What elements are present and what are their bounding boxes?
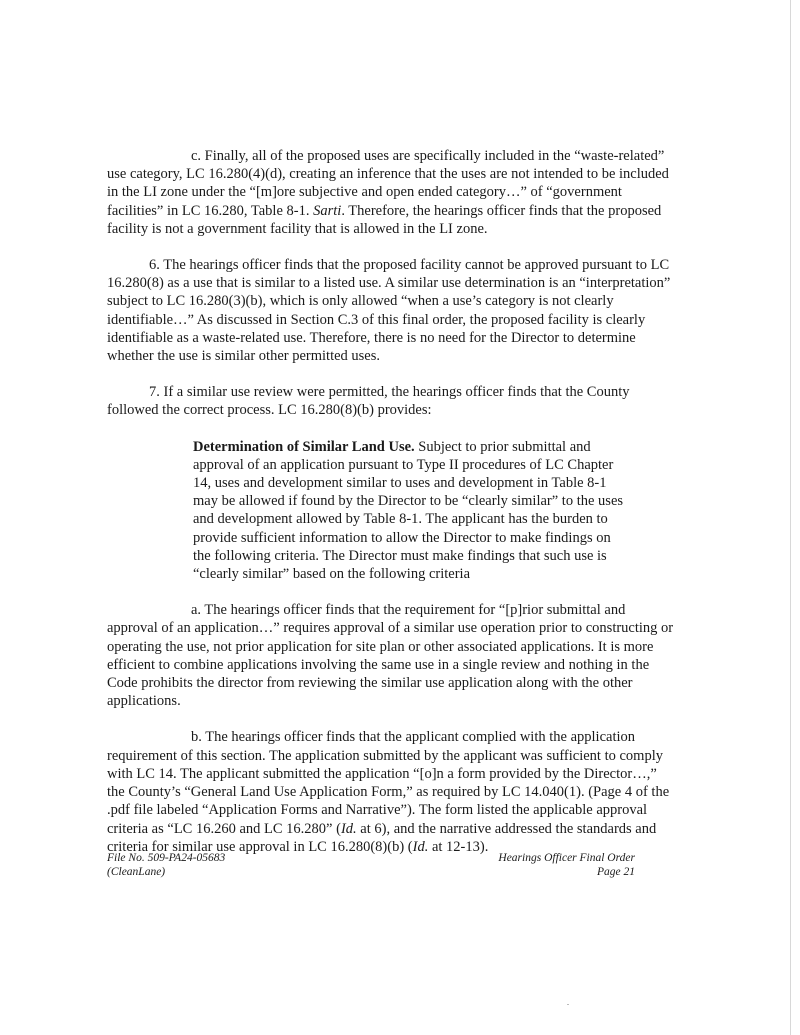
citation-id-1: Id. [340, 820, 357, 837]
footer-applicant: (CleanLane) [107, 866, 166, 878]
paragraph-b [107, 728, 675, 855]
paragraph-c-text-1: c. Finally, all of the proposed uses are specifically included in the “waste-related” use category, LC 16.280(4)(d), creating an inference that the uses are not intended to be included in the LI zone under the “[m]ore subjective and open ended category…” of “government facilities” in LC 16.280, Table 8-1. [107, 148, 669, 219]
block-quote-lc-16-280 [107, 438, 675, 584]
scan-edge-line [790, 0, 791, 1035]
paragraph-a: a. The hearings officer finds that the requirement for “[p]rior submittal and approval of an application…” requires approval of a similar use operation prior to constructing or operating the use, not prior application for site plan or other associated applications. It is more efficient to combine applications involving the same use in a single review and nothing in the Code prohibits the director from reviewing the similar use application along with the other applications. [107, 602, 674, 710]
scan-artifact [567, 1004, 569, 1005]
paragraph-6: 6. The hearings officer finds that the proposed facility cannot be approved pursuant to LC 16.280(8) as a use that is similar to a listed use. A similar use determination is an “interpretation” subject to LC 16.280(3)(b), which is only allowed “when a use’s category is not clearly identifiable…” As discussed in Section C.3 of this final order, the proposed facility is clearly identifiable as a waste-related use. Therefore, there is no need for the Director to determine whether the use is similar other permitted uses. [107, 257, 671, 365]
block-quote-heading: Determination of Similar Land Use. [193, 438, 415, 455]
block-quote-body: Subject to prior submittal and approval of an application pursuant to Type II procedures of LC Chapter 14, uses and development similar to uses and development in Table 8-1 may be allowed if found by the Director to be “clearly similar” to the uses and development allowed by Table 8-1. The applicant has the burden to provide sufficient information to allow the Director to make findings on the following criteria. The Director must make findings that such use is “clearly similar” based on the following criteria [193, 438, 624, 583]
footer-document-title: Hearings Officer Final Order [498, 852, 635, 864]
footer-file-number: File No. 509-PA24-05683 [107, 852, 226, 864]
paragraph-b-text-2: at 6), and the narrative addressed the standards and criteria for similar use approval in LC 16.280(8)(b) ( [107, 820, 657, 855]
document-body [107, 147, 675, 874]
paragraph-c [107, 147, 675, 238]
footer-file-info [107, 851, 225, 879]
case-citation-sarti: Sarti [313, 202, 342, 219]
citation-id-2: Id. [412, 838, 429, 855]
footer-page-number: Page 21 [596, 866, 635, 878]
paragraph-7: 7. If a similar use review were permitted, the hearings officer finds that the County followed the correct process. LC 16.280(8)(b) provides: [107, 384, 630, 419]
paragraph-c-text-2: . Therefore, the hearings officer finds that the proposed facility is not a government facility that is allowed in the LI zone. [107, 202, 662, 237]
paragraph-b-text-3: at 12-13). [428, 838, 489, 855]
paragraph-b-text-1: b. The hearings officer finds that the applicant complied with the application requirement of this section. The application submitted by the applicant was sufficient to comply with LC 14. The applicant submitted the application “[o]n a form provided by the Director…,” the County’s “General Land Use Application Form,” as required by LC 14.040(1). (Page 4 of the .pdf file labeled “Application Forms and Narrative”). The form listed the applicable approval criteria as “LC 16.260 and LC 16.280” ( [107, 729, 670, 837]
footer-page-info [495, 851, 635, 879]
